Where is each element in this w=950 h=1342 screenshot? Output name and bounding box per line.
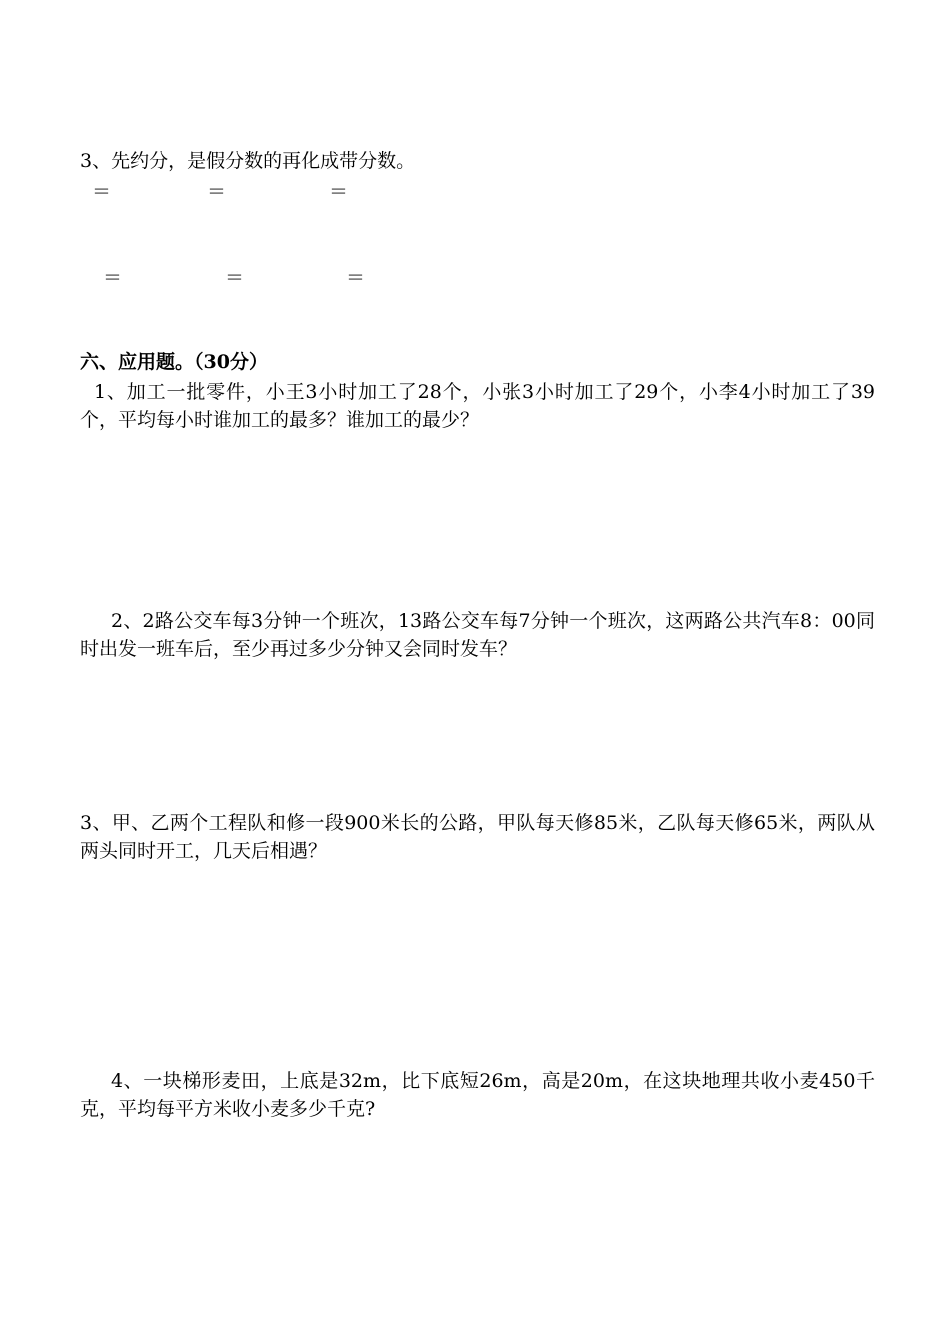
equals-sign: ＝ — [329, 181, 349, 203]
problem-3: 3、甲、乙两个工程队和修一段900米长的公路，甲队每天修85米，乙队每天修65米，两队从两头同时开工，几天后相遇？ — [80, 812, 875, 862]
question-3-instruction: 3、先约分，是假分数的再化成带分数。 — [80, 150, 416, 172]
section-heading: 六、应用题。（30分） — [80, 351, 268, 373]
equals-sign: ＝ — [92, 181, 112, 203]
problem-1: 1、加工一批零件，小王3小时加工了28个，小张3小时加工了29个，小李4小时加工了39个，平均每小时谁加工的最多？谁加工的最少？ — [80, 381, 875, 431]
problem-4: 4、一块梯形麦田，上底是32m，比下底短26m，高是20m，在这块地理共收小麦450千克，平均每平方米收小麦多少千克? — [80, 1070, 875, 1120]
problem-2: 2、2路公交车每3分钟一个班次，13路公交车每7分钟一个班次，这两路公共汽车8：00同时出发一班车后，至少再过多少分钟又会同时发车？ — [80, 610, 875, 660]
equals-sign: ＝ — [103, 267, 123, 289]
equals-sign: ＝ — [346, 267, 366, 289]
equals-sign: ＝ — [207, 181, 227, 203]
equals-sign: ＝ — [225, 267, 245, 289]
